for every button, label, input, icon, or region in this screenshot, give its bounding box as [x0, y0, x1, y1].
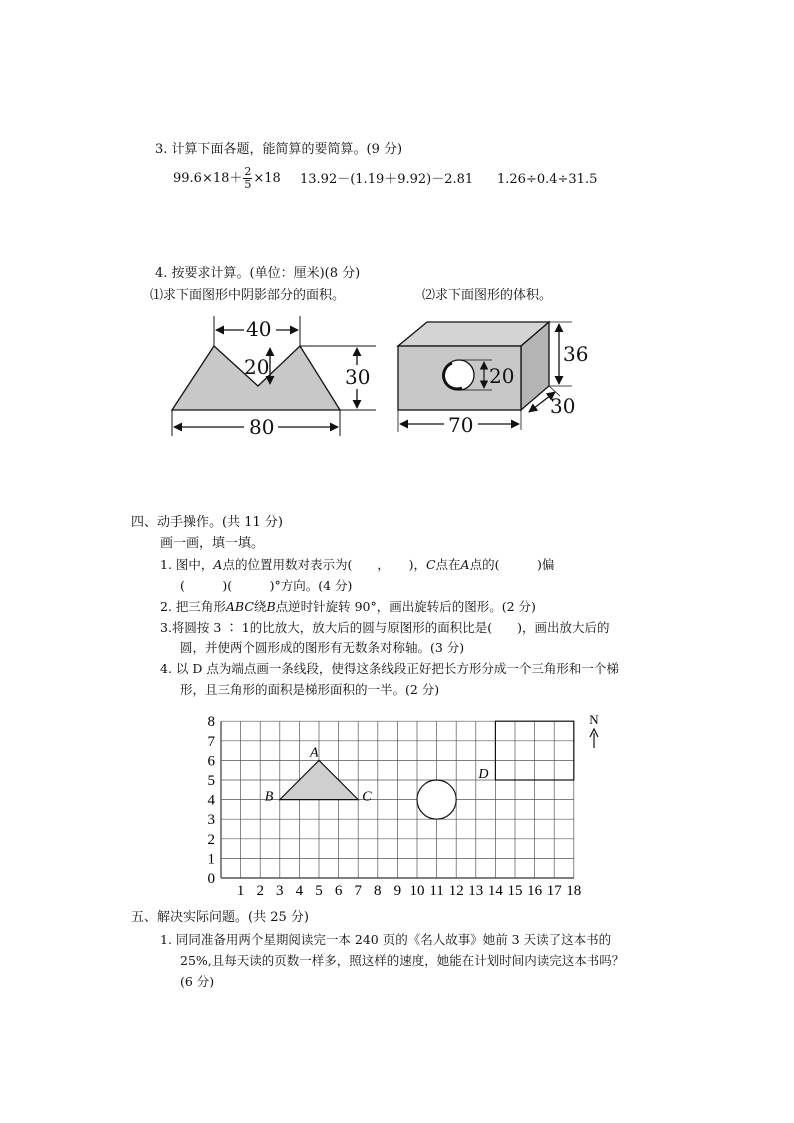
x-tick-label: 6: [334, 883, 343, 899]
item4-line1: 4. 以 D 点为端点画一条线段，使得这条线段正好把长方形分成一个三角形和一个梯: [160, 661, 619, 676]
fig2-height-label: 36: [563, 342, 589, 366]
y-tick-label: 5: [207, 773, 215, 789]
q4-title: 4. 按要求计算。(单位：厘米)(8 分): [155, 266, 361, 281]
fig1-top-label: 40: [246, 317, 272, 341]
item1-text-a: 1. 图中，: [160, 557, 214, 572]
x-tick-label: 13: [468, 883, 484, 899]
x-tick-label: 11: [429, 883, 444, 899]
label-d: D: [478, 767, 489, 782]
x-tick-label: 17: [546, 883, 562, 899]
item1-text-b: 点的位置用数对表示为( ， )，: [222, 557, 426, 572]
y-tick-label: 3: [207, 812, 215, 829]
x-tick-label: 3: [276, 883, 284, 899]
x-tick-label: 15: [507, 883, 523, 899]
label-c: C: [362, 789, 372, 805]
fig1-height-label: 30: [345, 365, 371, 389]
x-tick-label: 4: [295, 883, 304, 899]
circle-shape: [417, 780, 456, 819]
fraction-denominator: 5: [244, 178, 252, 191]
item1-text-d: 点的( )偏: [469, 557, 555, 572]
fig1-inner-label: 20: [244, 355, 270, 379]
point-b-ref: B: [266, 599, 276, 614]
q4-sub1: ⑴求下面图形中阴影部分的面积。: [150, 288, 346, 303]
fig2-hole-label: 20: [489, 364, 515, 388]
x-tick-label: 8: [374, 883, 382, 899]
item1-line2: ( )( )°方向。(4 分): [180, 578, 353, 593]
q4-sub2: ⑵求下面图形的体积。: [422, 288, 553, 303]
item2-text-b: 绕: [253, 599, 267, 614]
item2-text-c: 点逆时针旋转 90°，画出旋转后的图形。(2 分): [275, 599, 536, 614]
section4-title: 四、动手操作。(共 11 分): [131, 515, 283, 530]
point-a-ref-2: A: [460, 557, 470, 572]
expr1-part-a: 99.6×18＋: [173, 171, 243, 186]
problem1-line1: 1. 同同准备用两个星期阅读完一本 240 页的《名人故事》她前 3 天读了这本书的: [160, 932, 612, 947]
x-tick-label: 12: [448, 883, 464, 899]
x-tick-label: 7: [354, 883, 362, 899]
y-tick-label: 2: [207, 831, 215, 848]
y-tick-label: 7: [207, 733, 215, 750]
problem1-line2: 25%,且每天读的页数一样多，照这样的速度，她能在计划时间内读完这本书吗？: [180, 953, 625, 968]
north-label: N: [589, 712, 599, 727]
x-tick-label: 2: [256, 883, 264, 899]
triangle-abc-ref: ABC: [225, 599, 254, 614]
section5-title: 五、解决实际问题。(共 25 分): [131, 910, 309, 925]
expr1-part-b: ×18: [253, 171, 281, 186]
x-tick-label: 5: [315, 883, 323, 899]
y-tick-label: 0: [207, 871, 215, 887]
fig2-depth-label: 30: [550, 394, 576, 418]
x-tick-label: 16: [527, 883, 543, 899]
x-tick-label: 14: [487, 883, 503, 899]
item2-text-a: 2. 把三角形: [160, 599, 226, 614]
q3-title: 3. 计算下面各题，能简算的要简算。(9 分): [155, 142, 403, 157]
item3-line1: 3.将圆按 3 ∶ 1的比放大，放大后的圆与原图形的面积比是( )，画出放大后的: [160, 620, 610, 635]
x-tick-label: 18: [566, 883, 582, 899]
item4-line2: 形，且三角形的面积是梯形面积的一半。(2 分): [180, 682, 440, 697]
item3-line2: 圆，并使两个圆形成的图形有无数条对称轴。(3 分): [180, 640, 465, 655]
point-c-ref: C: [425, 557, 436, 572]
item1-text-c: 点在: [435, 557, 461, 572]
x-tick-label: 9: [393, 883, 402, 899]
problem1-line3: (6 分): [180, 974, 215, 989]
q3-expression-3: 1.26÷0.4÷31.5: [497, 172, 598, 187]
x-tick-label: 10: [409, 883, 425, 899]
fig2-width-label: 70: [448, 413, 474, 437]
point-a-ref: A: [213, 557, 223, 572]
label-a: A: [310, 745, 319, 761]
y-tick-label: 4: [207, 792, 215, 809]
y-tick-label: 1: [207, 851, 215, 868]
y-tick-label: 8: [207, 714, 215, 731]
x-tick-label: 1: [236, 883, 245, 899]
label-b: B: [264, 789, 274, 805]
section4-intro: 画一画，填一填。: [160, 536, 265, 551]
fraction-numerator: 2: [244, 165, 252, 178]
fig1-base-label: 80: [249, 415, 275, 439]
q3-expression-2: 13.92－(1.19＋9.92)－2.81: [300, 172, 474, 187]
y-tick-label: 6: [207, 753, 215, 770]
